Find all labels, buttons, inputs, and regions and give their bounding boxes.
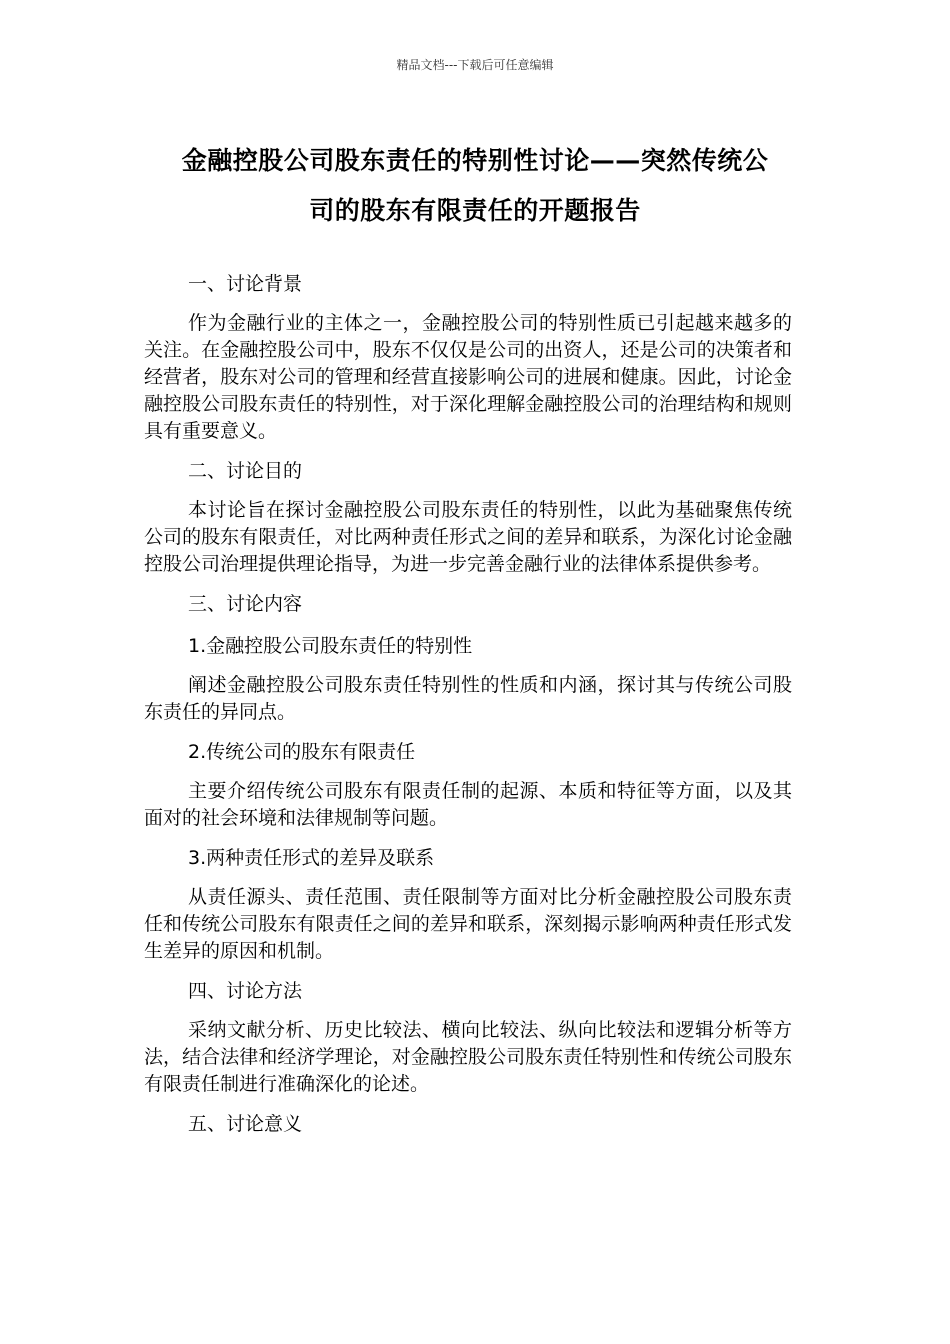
subsection-heading-1: 1.金融控股公司股东责任的特别性 — [188, 635, 473, 657]
section-heading-purpose: 二、讨论目的 — [188, 460, 303, 482]
page-header: 精品文档---下载后可任意编辑 — [396, 58, 554, 72]
subsection-paragraph-3: 从责任源头、责任范围、责任限制等方面对比分析金融控股公司股东责任和传统公司股东有限责任之间的差异和联系，深刻揭示影响两种责任形式发生差异的原因和机制。 — [144, 886, 792, 962]
document-title — [140, 136, 810, 236]
title-line-1: 金融控股公司股东责任的特别性讨论——突然传统公 — [181, 146, 769, 175]
section-paragraph-method: 采纳文献分析、历史比较法、横向比较法、纵向比较法和逻辑分析等方法，结合法律和经济学理论，对金融控股公司股东责任特别性和传统公司股东有限责任制进行准确深化的论述。 — [144, 1019, 792, 1095]
section-paragraph-purpose: 本讨论旨在探讨金融控股公司股东责任的特别性，以此为基础聚焦传统公司的股东有限责任，对比两种责任形式之间的差异和联系，为深化讨论金融控股公司治理提供理论指导，为进一步完善金融行业的法律体系提供参考。 — [144, 499, 792, 575]
document-body — [144, 268, 792, 1140]
subsection-paragraph-1: 阐述金融控股公司股东责任特别性的性质和内涵，探讨其与传统公司股东责任的异同点。 — [144, 674, 792, 723]
section-heading-method: 四、讨论方法 — [188, 980, 303, 1002]
section-heading-content: 三、讨论内容 — [188, 593, 303, 615]
subsection-heading-2: 2.传统公司的股东有限责任 — [188, 741, 416, 763]
title-line-2: 司的股东有限责任的开题报告 — [309, 196, 641, 225]
subsection-paragraph-2: 主要介绍传统公司股东有限责任制的起源、本质和特征等方面，以及其面对的社会环境和法律规制等问题。 — [144, 780, 792, 829]
section-heading-background: 一、讨论背景 — [188, 273, 303, 295]
section-paragraph-background: 作为金融行业的主体之一，金融控股公司的特别性质已引起越来越多的关注。在金融控股公司中，股东不仅仅是公司的出资人，还是公司的决策者和经营者，股东对公司的管理和经营直接影响公司的进展和健康。因此，讨论金融控股公司股东责任的特别性，对于深化理解金融控股公司的治理结构和规则具有重要意义。 — [144, 312, 792, 442]
section-heading-significance: 五、讨论意义 — [188, 1113, 303, 1135]
subsection-heading-3: 3.两种责任形式的差异及联系 — [188, 847, 435, 869]
